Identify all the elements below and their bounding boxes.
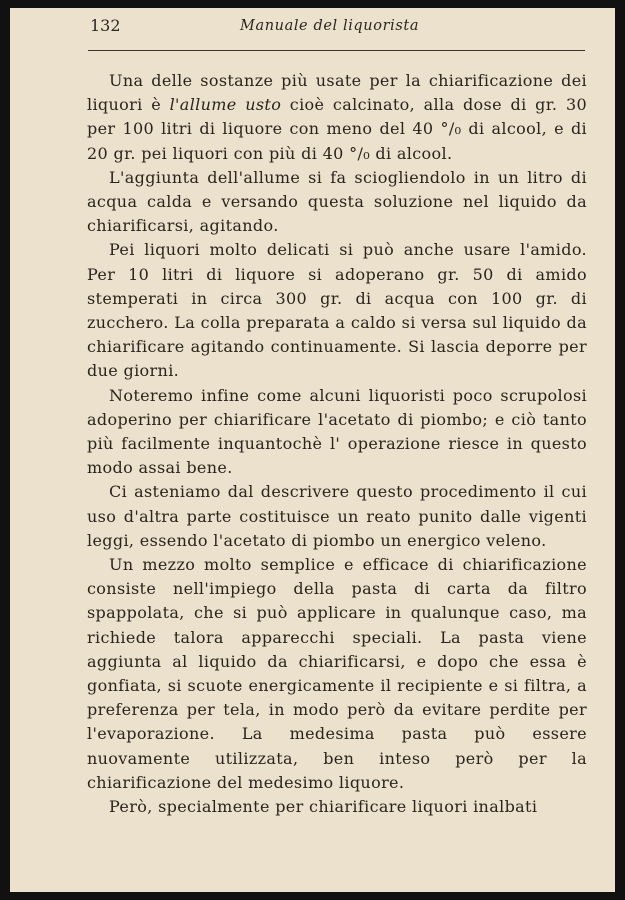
page-header: [10, 8, 615, 58]
body-text: [87, 69, 587, 819]
paragraph-starch: Pei liquori molto delicati si può anche usare l'amido. Per 10 litri di liquore si adoperano gr. 50 di amido stemperati in circa 300 gr. di acqua con 100 gr. di zucchero. La colla preparata a caldo si versa sul liquido da chiarificare agitando continuamente. Si lascia deporre per due giorni.: [87, 240, 587, 381]
header-rule: [88, 50, 585, 51]
paragraph-text: cioè calcinato, alla dose di gr. 30 per 100 litri di liquore con meno del 40 °/₀ di alcool, e di 20 gr. pei liquori con più di 40 °/₀ di alcool.: [87, 95, 588, 163]
book-page: [10, 8, 615, 892]
paragraph-filter-paper: Un mezzo molto semplice e efficace di chiarificazione consiste nell'impiego della pasta di carta da filtro spappolata, che si può applicare in qualunque caso, ma richiede talora apparecchi speciali. La pasta viene aggiunta al liquido da chiarificarsi, e dopo che essa è gonfiata, si scuote energicamente il recipiente e si filtra, a preferenza per tela, in modo però da evitare perdite per l'evaporazione. La medesima pasta può essere nuovamente utilizzata, ben inteso però per la chiarificazione del medesimo liquore.: [87, 555, 587, 792]
paragraph-warning: Ci asteniamo dal descrivere questo procedimento il cui uso d'altra parte costituisce un reato punito dalle vigenti leggi, essendo l'acetato di piombo un energico veleno.: [87, 482, 587, 550]
running-title: Manuale del liquorista: [240, 18, 420, 34]
paragraph-lead-acetate: Noteremo infine come alcuni liquoristi poco scrupolosi adoperino per chiarificare l'acetato di piombo; e ciò tanto più facilmente inquantochè l' operazione riesce in questo modo assai bene.: [87, 385, 587, 478]
paragraph-text: Una delle sostanze più usate per la chiarificazione dei liquori è: [87, 71, 587, 115]
paragraph-alum: [87, 69, 587, 166]
paragraph-continuation: Però, specialmente per chiarificare liquori inalbati: [109, 797, 538, 817]
paragraph-alum-dissolving: L'aggiunta dell'allume si fa sciogliendolo in un litro di acqua calda e versando questa soluzione nel liquido da chiarificarsi, agitando.: [87, 167, 587, 236]
page-number: 132: [90, 16, 121, 35]
italic-term: l'allume usto: [169, 95, 282, 115]
